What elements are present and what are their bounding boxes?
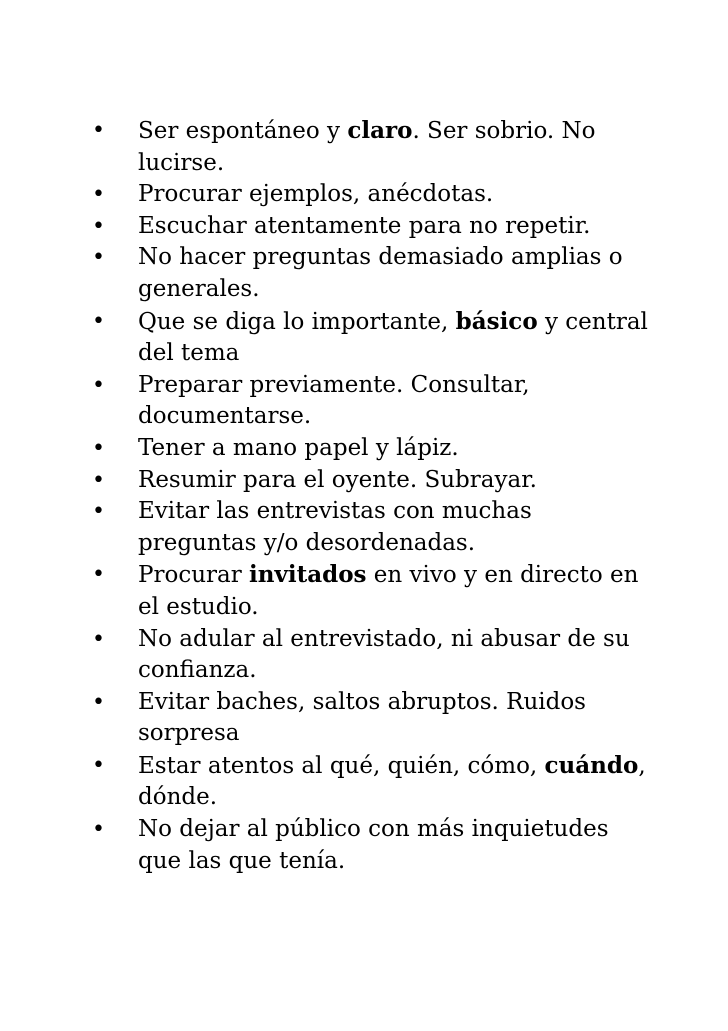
- bullet-icon: •: [92, 467, 105, 493]
- bold-text: invitados: [249, 561, 367, 589]
- list-item: [92, 433, 652, 465]
- text-segment: No hacer preguntas demasiado amplias o generales.: [138, 244, 623, 302]
- list-item-text: [138, 372, 530, 430]
- list-item-text: [138, 181, 493, 207]
- list-item-text: [138, 816, 609, 874]
- text-segment: Evitar las entrevistas con muchas preguntas y/o desordenadas.: [138, 498, 532, 556]
- text-segment: Que se diga lo importante,: [138, 308, 456, 335]
- list-item: [92, 496, 652, 559]
- list-item: [92, 179, 652, 211]
- bullet-icon: •: [92, 308, 105, 334]
- text-segment: Evitar baches, saltos abruptos. Ruidos sorpresa: [138, 688, 586, 747]
- list-item-text: [138, 689, 586, 747]
- list-item-text: [138, 213, 590, 239]
- list-item-text: [138, 118, 596, 176]
- bullet-icon: •: [92, 752, 105, 778]
- bullet-icon: •: [92, 182, 105, 208]
- list-item: [92, 624, 652, 687]
- list-item-text: [138, 309, 648, 367]
- list-item: [92, 559, 652, 623]
- bullet-icon: •: [92, 213, 105, 239]
- list-item: [92, 814, 652, 877]
- list-item: [92, 370, 652, 433]
- list-item: [92, 115, 652, 179]
- text-segment: Procurar: [138, 562, 250, 589]
- bullet-icon: •: [92, 626, 105, 652]
- bold-text: claro: [347, 117, 413, 144]
- text-segment: Escuchar atentamente para no repetir.: [138, 212, 591, 239]
- bullet-icon: •: [92, 562, 105, 588]
- bullet-icon: •: [92, 689, 105, 715]
- bullet-list: [92, 115, 652, 877]
- list-item-text: [138, 626, 630, 684]
- text-segment: Procurar ejemplos, anécdotas.: [138, 181, 494, 208]
- text-segment: No dejar al público con más inquietudes que las que tenía.: [138, 816, 609, 874]
- bullet-icon: •: [92, 499, 105, 525]
- list-item-text: [138, 562, 638, 620]
- list-item: [92, 465, 652, 497]
- bullet-icon: •: [92, 435, 105, 461]
- list-item-text: [138, 753, 646, 811]
- text-segment: . Ser sobrio. No lucirse.: [138, 118, 596, 176]
- bold-text: básico: [455, 307, 538, 335]
- text-segment: y central del tema: [138, 308, 648, 367]
- text-segment: , dónde.: [138, 752, 646, 811]
- text-segment: Preparar previamente. Consultar, documentarse.: [138, 371, 530, 430]
- text-segment: Estar atentos al qué, quién, cómo,: [138, 752, 545, 779]
- list-item: [92, 750, 652, 814]
- list-item: [92, 242, 652, 305]
- text-segment: en vivo y en directo en el estudio.: [138, 562, 639, 620]
- bullet-icon: •: [92, 245, 105, 271]
- list-item-text: [138, 435, 459, 461]
- list-item-text: [138, 467, 537, 493]
- list-item-text: [138, 498, 532, 556]
- list-item: [92, 306, 652, 370]
- bullet-icon: •: [92, 817, 105, 843]
- text-segment: Tener a mano papel y lápiz.: [138, 434, 459, 461]
- text-segment: Resumir para el oyente. Subrayar.: [138, 466, 537, 493]
- bullet-icon: •: [92, 118, 105, 143]
- text-segment: Ser espontáneo y: [138, 118, 348, 144]
- bullet-icon: •: [92, 372, 105, 398]
- list-item-text: [138, 244, 623, 302]
- list-item: [92, 687, 652, 750]
- text-segment: No adular al entrevistado, ni abusar de su confianza.: [138, 625, 630, 684]
- list-item: [92, 211, 652, 243]
- bold-text: cuándo: [544, 751, 639, 779]
